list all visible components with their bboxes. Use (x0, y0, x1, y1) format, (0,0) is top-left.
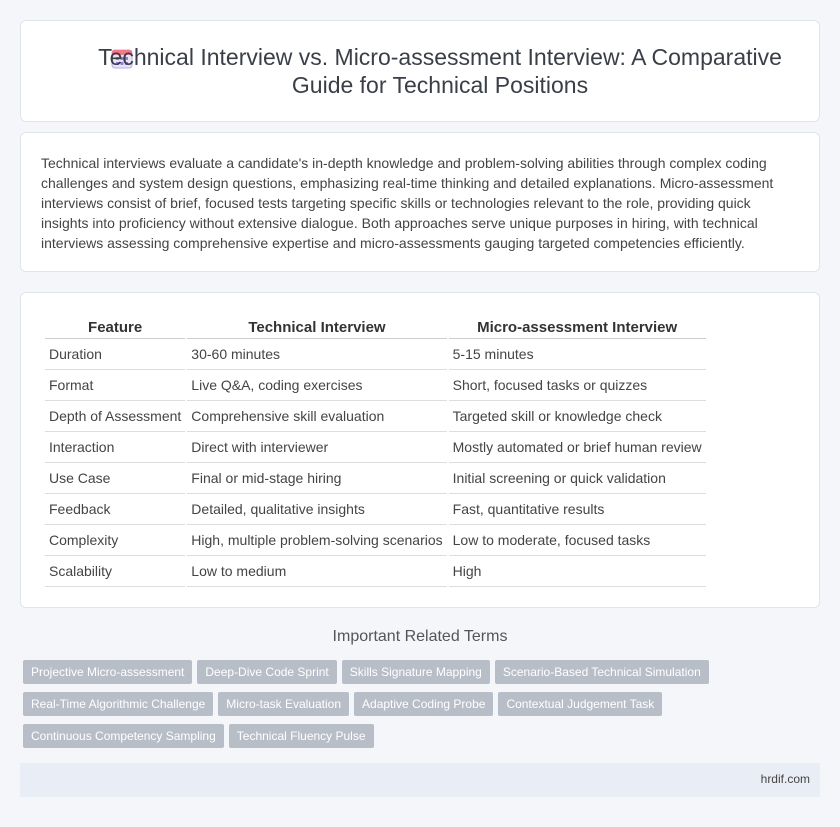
header-card (20, 20, 820, 122)
related-term-tag[interactable]: Skills Signature Mapping (342, 660, 490, 684)
related-term-tag[interactable]: Technical Fluency Pulse (229, 724, 374, 748)
table-cell: Short, focused tasks or quizzes (449, 370, 706, 401)
table-cell: Scalability (45, 556, 185, 587)
column-header: Technical Interview (187, 315, 446, 339)
table-cell: Interaction (45, 432, 185, 463)
footer (20, 763, 820, 797)
column-header: Micro-assessment Interview (449, 315, 706, 339)
table-row (45, 463, 706, 494)
table-cell: Low to medium (187, 556, 446, 587)
table-row (45, 401, 706, 432)
table-row (45, 432, 706, 463)
related-term-tag[interactable]: Projective Micro-assessment (23, 660, 192, 684)
table-cell: Direct with interviewer (187, 432, 446, 463)
summary-text: Technical interviews evaluate a candidate's in-depth knowledge and problem-solving abilities through complex coding challenges and system design questions, emphasizing real-time thinking and detailed explanations. Micro-assessment interviews consist of brief, focused tests targeting specific skills or technologies relevant to the role, providing quick insights into proficiency without extensive dialogue. Both approaches serve unique purposes in hiring, with technical interviews assessing comprehensive expertise and micro-assessments gauging targeted competencies efficiently. (41, 155, 774, 251)
table-row (45, 494, 706, 525)
table-cell: 5-15 minutes (449, 339, 706, 370)
column-header: Feature (45, 315, 185, 339)
related-term-tag[interactable]: Continuous Competency Sampling (23, 724, 224, 748)
related-term-tag[interactable]: Scenario-Based Technical Simulation (495, 660, 709, 684)
related-terms-list (23, 660, 723, 756)
table-cell: Fast, quantitative results (449, 494, 706, 525)
table-cell: Format (45, 370, 185, 401)
table-cell: Mostly automated or brief human review (449, 432, 706, 463)
summary-card (20, 132, 820, 272)
table-cell: Use Case (45, 463, 185, 494)
table-cell: High, multiple problem-solving scenarios (187, 525, 446, 556)
table-cell: Low to moderate, focused tasks (449, 525, 706, 556)
comparison-table (43, 315, 708, 587)
table-cell: Live Q&A, coding exercises (187, 370, 446, 401)
footer-site: hrdif.com (760, 772, 810, 786)
related-term-tag[interactable]: Micro-task Evaluation (218, 692, 349, 716)
table-header-row (45, 315, 706, 339)
table-cell: Duration (45, 339, 185, 370)
table-cell: 30-60 minutes (187, 339, 446, 370)
comparison-card (20, 292, 820, 608)
table-row (45, 339, 706, 370)
table-cell: Initial screening or quick validation (449, 463, 706, 494)
related-term-tag[interactable]: Adaptive Coding Probe (354, 692, 493, 716)
table-row (45, 525, 706, 556)
related-term-tag[interactable]: Contextual Judgement Task (498, 692, 662, 716)
related-term-tag[interactable]: Deep-Dive Code Sprint (197, 660, 336, 684)
table-cell: Comprehensive skill evaluation (187, 401, 446, 432)
table-cell: Detailed, qualitative insights (187, 494, 446, 525)
table-cell: Depth of Assessment (45, 401, 185, 432)
table-row (45, 556, 706, 587)
table-row (45, 370, 706, 401)
related-terms-title: Important Related Terms (332, 628, 508, 645)
related-term-tag[interactable]: Real-Time Algorithmic Challenge (23, 692, 213, 716)
table-cell: Complexity (45, 525, 185, 556)
table-cell: Targeted skill or knowledge check (449, 401, 706, 432)
page-title: Technical Interview vs. Micro-assessment Interview: A Comparative Guide for Technical Positions (98, 44, 782, 98)
table-cell: High (449, 556, 706, 587)
table-cell: Feedback (45, 494, 185, 525)
table-cell: Final or mid-stage hiring (187, 463, 446, 494)
